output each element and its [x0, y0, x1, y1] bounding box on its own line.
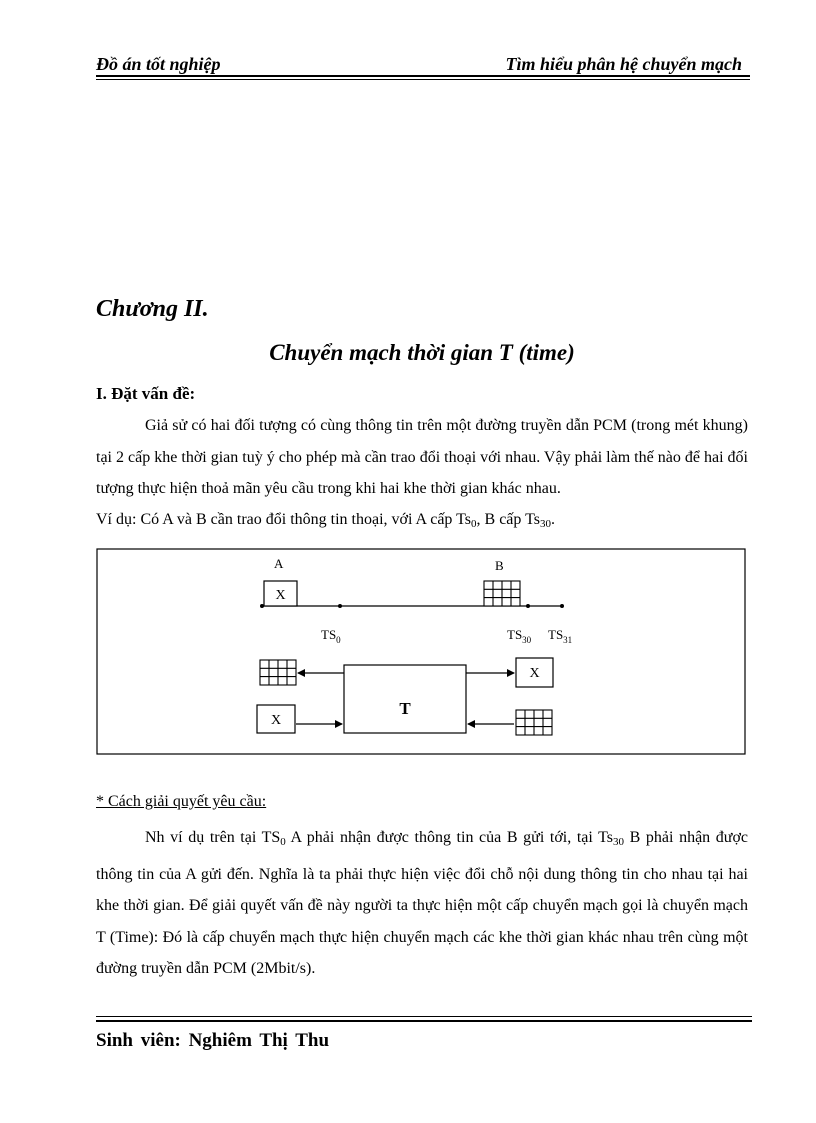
in-left-x: X [270, 713, 282, 728]
switch-t-label: T [399, 699, 411, 718]
ts0-base: TS [321, 627, 337, 642]
page-header [96, 50, 750, 76]
label-ts31 [548, 627, 572, 645]
out-right-x: X [529, 666, 540, 681]
section-heading: I. Đặt vấn đề: [96, 384, 196, 403]
paragraph-solution [96, 822, 748, 985]
label-b: B [495, 558, 504, 573]
pcm-dot [338, 604, 342, 608]
example-sub-b: 30 [540, 518, 551, 530]
label-ts0 [321, 627, 341, 645]
header-rule-thin [96, 79, 750, 80]
footer-rule [96, 1020, 752, 1022]
solution-part2: A phải nhận được thông tin của B gửi tới, tại Ts [285, 829, 614, 846]
example-prefix: Ví dụ: Có A và B cần trao đổi thông tin thoại, với A cấp Ts [96, 511, 472, 528]
example-end: . [551, 511, 555, 528]
example-sub-a: 0 [471, 518, 477, 530]
pcm-dot [560, 604, 564, 608]
slot-b-grid [484, 581, 520, 606]
paragraph-problem: Giả sử có hai đối tượng có cùng thông tin trên một đường truyền dẫn PCM (trong mét khung) tại 2 cấp khe thời gian tuỳ ý cho phép mà cần trao đổi thoại với nhau. Vậy phải làm thế nào để hai đối tượng thực hiện thoả mãn yêu cầu trong khi hai khe thời gian khác nhau. [96, 417, 748, 497]
header-rule [96, 75, 750, 77]
solution-part3: B phải nhận được thông tin của A gửi đến. Nghĩa là ta phải thực hiện việc đổi chỗ nội dung thông tin cho nhau tại hai khe thời gian. Để giải quyết vấn đề này người ta thực hiện một cấp chuyển mạch gọi là chuyển mạch T (Time): Đó là cấp chuyển mạch thực hiện chuyển mạch các khe thời gian khác nhau trên cùng một đường truyền dẫn PCM (2Mbit/s). [96, 829, 749, 977]
label-ts30 [507, 627, 532, 645]
ts31-base: TS [548, 627, 564, 642]
page-footer [96, 1016, 752, 1052]
example-mid: , B cấp Ts [476, 511, 540, 528]
chapter-subtitle: Chuyển mạch thời gian T (time) [269, 340, 575, 365]
pcm-dot [526, 604, 530, 608]
ts0-sub: 0 [336, 635, 341, 645]
method-heading: * Cách giải quyết yêu cầu: [96, 793, 267, 810]
solution-sub1: 0 [280, 836, 286, 848]
label-a: A [274, 556, 284, 571]
solution-sub2: 30 [613, 836, 625, 848]
footer-rule-thin [96, 1016, 752, 1017]
header-right-title: Tìm hiểu phân hệ chuyển mạch [505, 54, 742, 74]
pcm-dot [260, 604, 264, 608]
out-left-grid [260, 660, 296, 685]
chapter-title: Chương II. [96, 296, 209, 322]
slot-a-x: X [275, 588, 286, 603]
ts31-sub: 31 [563, 635, 573, 645]
ts30-sub: 30 [522, 635, 532, 645]
ts30-base: TS [507, 627, 523, 642]
in-right-grid [516, 710, 552, 735]
header-left-title: Đồ án tốt nghiệp [96, 54, 221, 74]
solution-part1: Nh ví dụ trên tại TS [145, 829, 281, 846]
example-line [96, 504, 555, 540]
student-name: Sinh viên: Nghiêm Thị Thu [96, 1030, 330, 1051]
time-switch-diagram [96, 548, 746, 755]
